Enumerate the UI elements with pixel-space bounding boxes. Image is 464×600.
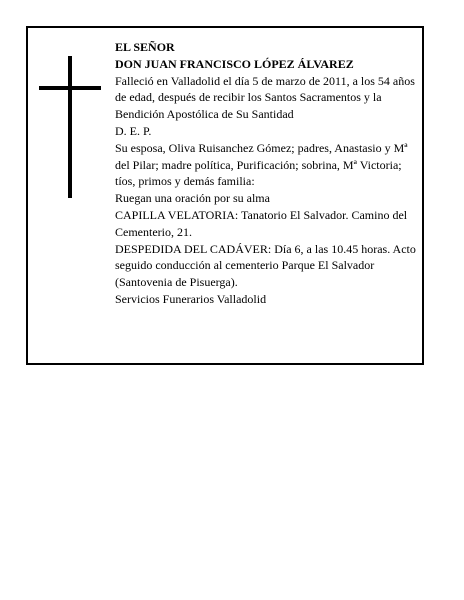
funeral-services: Servicios Funerarios Valladolid: [115, 291, 267, 306]
cross-vertical-bar: [68, 56, 72, 198]
obituary-text: [115, 39, 420, 308]
cross-horizontal-bar: [39, 86, 101, 90]
obituary-notice: [26, 26, 424, 365]
family-list: Su esposa, Oliva Ruisanchez Gómez; padres, Anastasio y Mª del Pilar; madre política, Purificación; sobrina, Mª Victoria; tíos, primos y demás familia:: [115, 140, 408, 189]
death-announcement: Falleció en Valladolid el día 5 de marzo de 2011, a los 54 años de edad, después de recibir los Santos Sacramentos y la Bendición Apostólica de Su Santidad: [115, 73, 415, 122]
farewell-info: DESPEDIDA DEL CADÁVER: Día 6, a las 10.45 horas. Acto seguido conducción al cementerio Parque El Salvador (Santovenia de Pisuerga).: [115, 241, 416, 290]
prayer-request: Ruegan una oración por su alma: [115, 191, 270, 206]
rip-text: D. E. P.: [115, 123, 152, 138]
chapel-info: CAPILLA VELATORIA: Tanatorio El Salvador. Camino del Cementerio, 21.: [115, 207, 408, 239]
heading-title: EL SEÑOR: [115, 40, 175, 54]
deceased-name: DON JUAN FRANCISCO LÓPEZ ÁLVAREZ: [115, 56, 354, 71]
